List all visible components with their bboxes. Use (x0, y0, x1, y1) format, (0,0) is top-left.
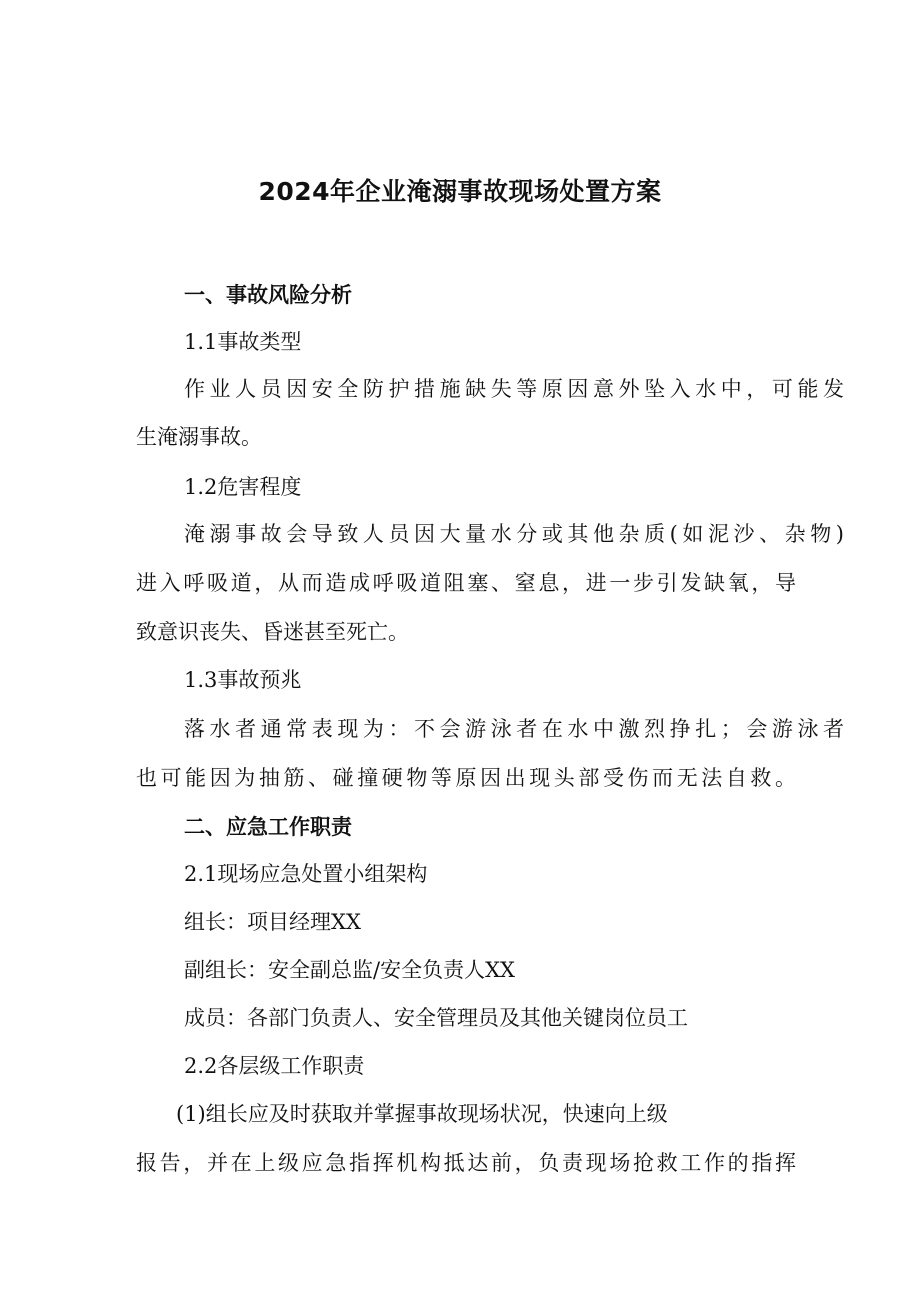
paragraph-1-1-line-1: 作业人员因安全防护措施缺失等原因意外坠入水中，可能发 (184, 377, 844, 401)
document-title: 2024年企业淹溺事故现场处置方案 (258, 177, 662, 206)
subsection-2-1-title: 2.1现场应急处置小组架构 (184, 862, 428, 886)
duty-item-1-line-2: 报告，并在上级应急指挥机构抵达前，负责现场抢救工作的指挥 (136, 1151, 796, 1175)
section1-heading: 一、事故风险分析 (184, 283, 352, 307)
paragraph-1-3-line-1: 落水者通常表现为：不会游泳者在水中激烈挣扎；会游泳者 (184, 717, 844, 741)
paragraph-1-2-line-3: 致意识丧失、昏迷甚至死亡。 (136, 620, 409, 644)
group-leader-line: 组长：项目经理XX (184, 910, 361, 934)
members-line: 成员：各部门负责人、安全管理员及其他关键岗位员工 (184, 1006, 688, 1030)
paragraph-1-2-line-2: 进入呼吸道，从而造成呼吸道阻塞、窒息，进一步引发缺氧，导 (136, 571, 796, 595)
section2-heading: 二、应急工作职责 (184, 815, 352, 839)
paragraph-1-3-line-2: 也可能因为抽筋、碰撞硬物等原因出现头部受伤而无法自救。 (136, 766, 796, 790)
paragraph-1-1-line-2: 生淹溺事故。 (136, 425, 262, 449)
paragraph-1-2-line-1: 淹溺事故会导致人员因大量水分或其他杂质(如泥沙、杂物) (184, 522, 844, 546)
subsection-2-2-title: 2.2各层级工作职责 (184, 1054, 365, 1078)
deputy-leader-line: 副组长：安全副总监/安全负责人XX (184, 958, 515, 982)
subsection-1-3-title: 1.3事故预兆 (184, 668, 302, 692)
subsection-1-2-title: 1.2危害程度 (184, 475, 302, 499)
duty-item-1-line-1: (1)组长应及时获取并掌握事故现场状况，快速向上级 (176, 1102, 668, 1126)
subsection-1-1-title: 1.1事故类型 (184, 330, 302, 354)
